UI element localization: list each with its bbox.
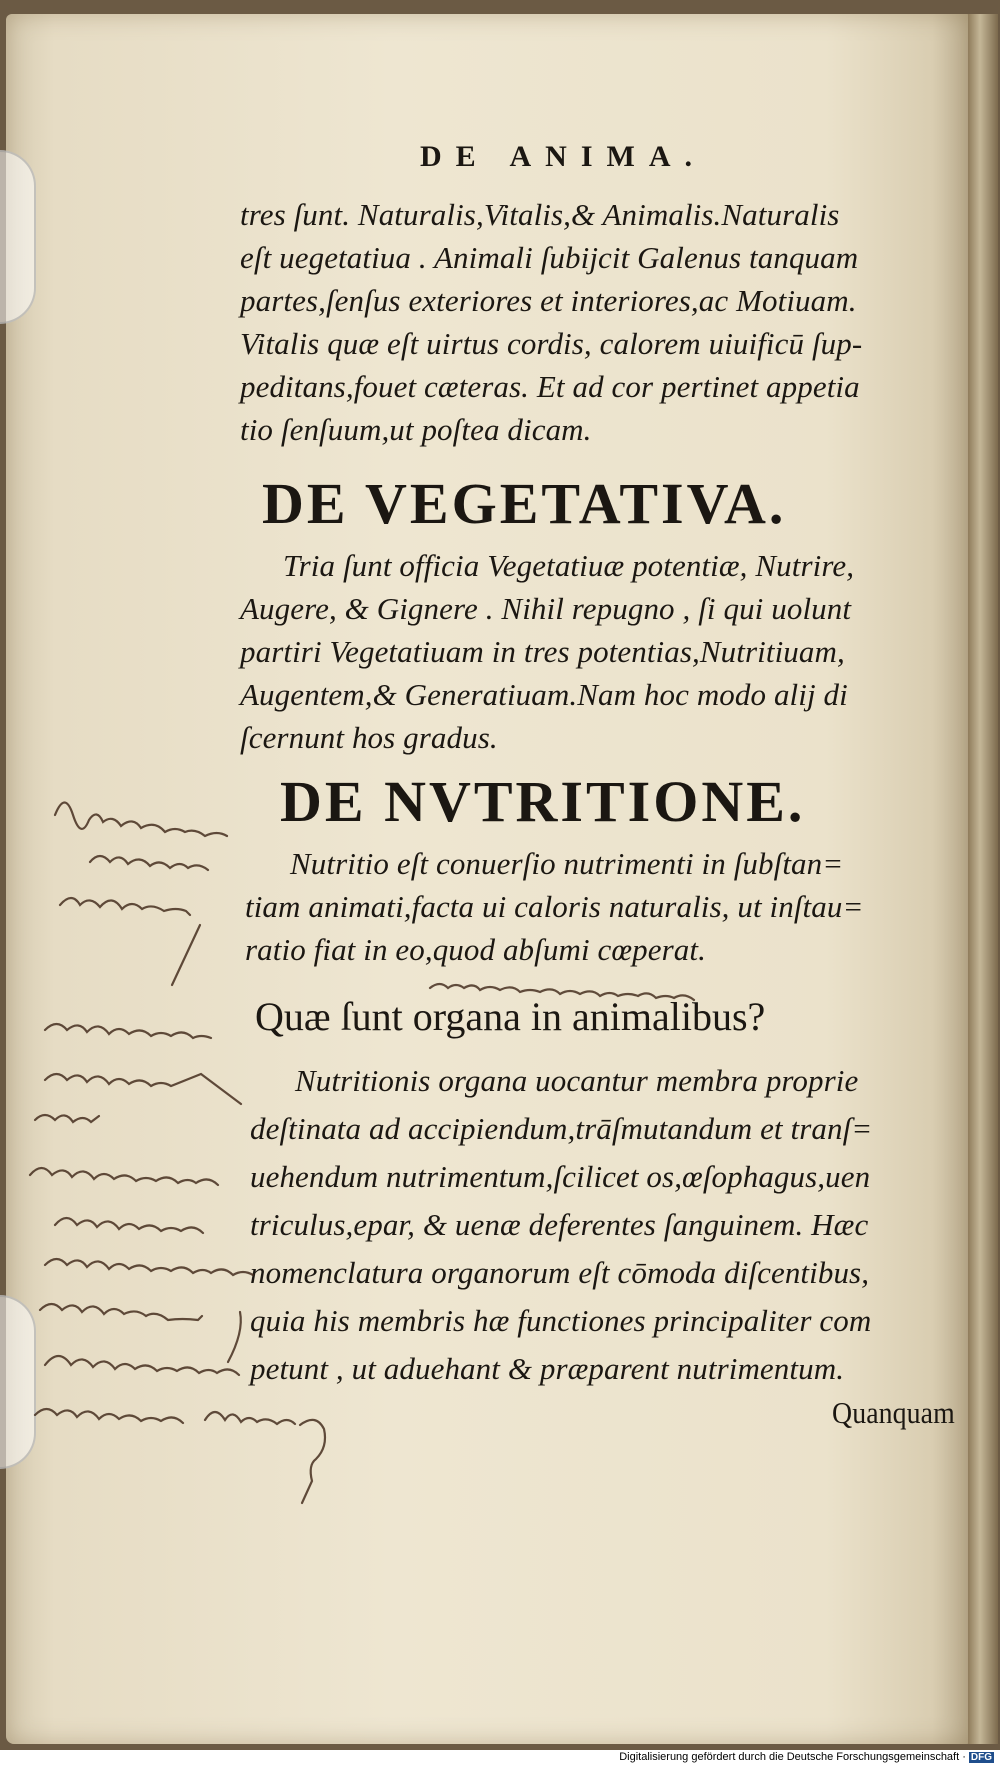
text-line: Tria ſunt officia Vegetatiuæ potentiæ, Nutrire,: [283, 548, 855, 583]
text-line: Augere, & Gignere . Nihil repugno , ſi qui uolunt: [240, 591, 852, 626]
dfg-logo: DFG: [970, 1751, 992, 1763]
text-line: Vitalis quæ eſt uirtus cordis, calorem uiuificū ſup-: [240, 326, 863, 361]
section-heading-vegetativa: DE VEGETATIVA.: [262, 471, 787, 536]
text-line: Nutritionis organa uocantur membra proprie: [295, 1063, 859, 1098]
digitization-footer: [619, 1751, 994, 1763]
text-line: ratio fiat in eo,quod abſumi cœperat.: [245, 932, 706, 967]
question-heading: Quæ ſunt organa in animalibus?: [255, 994, 766, 1039]
text-line: triculus,epar, & uenæ deferentes ſanguinem. Hæc: [250, 1207, 869, 1242]
text-line: quia his membris hæ functiones principaliter com: [250, 1303, 872, 1338]
catchword: Quanquam: [832, 1395, 955, 1430]
text-line: eſt uegetatiua . Animali ſubijcit Galenus tanquam: [240, 240, 859, 275]
footer-text: Digitalisierung gefördert durch die Deutsche Forschungsgemeinschaft ·: [619, 1751, 966, 1763]
text-line: uehendum nutrimentum,ſcilicet os,œſophagus,uen: [250, 1159, 871, 1194]
text-line: tio ſenſuum,ut poſtea dicam.: [240, 412, 592, 447]
text-line: ſcernunt hos gradus.: [240, 720, 498, 755]
text-line: petunt , ut aduehant & præparent nutrimentum.: [250, 1351, 845, 1386]
text-line: partes,ſenſus exteriores et interiores,ac Motiuam.: [240, 283, 857, 318]
running-head: DE ANIMA.: [420, 140, 707, 173]
section-heading-nutritione: DE NVTRITIONE.: [280, 769, 806, 834]
text-line: tiam animati,facta ui caloris naturalis, ut inſtau=: [245, 889, 864, 924]
text-line: Nutritio eſt conuerſio nutrimenti in ſubſtan=: [290, 846, 844, 881]
text-line: nomenclatura organorum eſt cōmoda diſcentibus,: [250, 1255, 870, 1290]
text-line: tres ſunt. Naturalis,Vitalis,& Animalis.Naturalis: [240, 197, 840, 232]
text-line: peditans,fouet cæteras. Et ad cor pertinet appetia: [240, 369, 860, 404]
text-line: partiri Vegetatiuam in tres potentias,Nutritiuam,: [240, 634, 845, 669]
text-line: Augentem,& Generatiuam.Nam hoc modo alij di: [240, 677, 848, 712]
text-line: deſtinata ad accipiendum,trāſmutandum et tranſ=: [250, 1111, 873, 1146]
